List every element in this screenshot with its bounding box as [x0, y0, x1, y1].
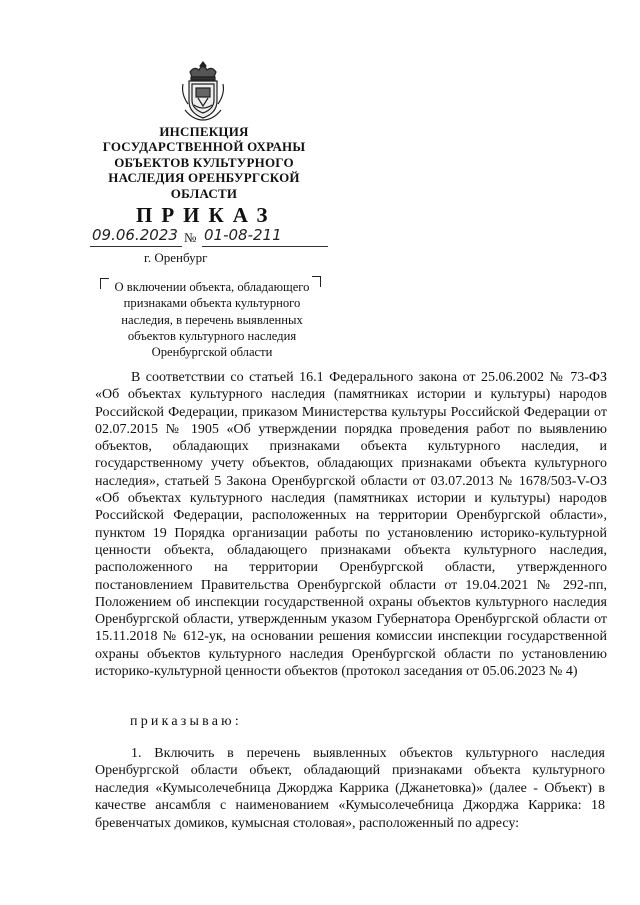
subject-line: наследия, в перечень выявленных [121, 312, 303, 327]
coat-of-arms-emblem-icon [180, 60, 226, 122]
org-line: ГОСУДАРСТВЕННОЙ ОХРАНЫ [102, 139, 306, 155]
subject-line: объектов культурного наследия [127, 328, 297, 343]
subject-line: признаками объекта культурного [123, 296, 301, 311]
number-sign: № [184, 230, 197, 245]
date-underline [90, 246, 182, 247]
preamble-paragraph: В соответствии со статьей 16.1 Федерального закона от 25.06.2002 № 73-ФЗ «Об объектах культурного наследия (памятниках истории и культуры) народов Российской Федерации, приказом Министерства культуры Российской Федерации от 02.07.2015 № 1905 «Об утверждении порядка проведения работ по выявлению объектов, обладающих признаками объекта культурного наследия, и государственному учету объектов, обладающих признаками объекта культурного наследия», статьей 5 Закона Оренбургской области от 03.07.2013 № 1678/503-V-ОЗ «Об объектах культурного наследия (памятниках истории и культуры) народов Российской Федерации, расположенных на территории Оренбургской области», пунктом 19 Порядка организации работы по установлению историко-культурной ценности объекта, обладающего признаками объекта культурного наследия, расположенного на территории Оренбургской области, утвержденного постановлением Правительства Оренбургской области от 19.04.2021 № 292-пп, Положением об инспекции государственной охраны объектов культурного наследия Оренбургской области, утвержденным указом Губернатора Оренбургской области от 15.11.2018 № 612-ук, на основании решения комиссии инспекции государственной охраны объектов культурного наследия Оренбургской области по установлению историко-культурной ценности объектов (протокол заседания от 05.06.2023 № 4) [95, 370, 607, 680]
issuing-organization [92, 124, 316, 201]
issue-city: г. Оренбург [144, 250, 208, 265]
org-line: ИНСПЕКЦИЯ [159, 124, 249, 139]
preamble [95, 369, 607, 680]
subject-line: Оренбургской области [151, 345, 273, 360]
org-line: НАСЛЕДИЯ ОРЕНБУРГСКОЙ [108, 170, 300, 186]
order-item-text: 1. Включить в перечень выявленных объектов культурного наследия Оренбургской области объект, обладающий признаками объекта культурного наследия «Кумысолечебница Джорджа Каррика (Джанетовка)» (далее - Объект) в качестве ансамбля с наименованием «Кумысолечебница Джорджа Каррика: 18 бревенчатых домиков, кумысная столовая», расположенный по адресу: [95, 746, 605, 831]
org-line: ОБЛАСТИ [170, 185, 238, 201]
order-item-1 [95, 745, 605, 832]
handwritten-number: 01-08-211 [204, 226, 282, 244]
handwritten-date: 09.06.2023 [92, 226, 178, 244]
document-type-title: ПРИКАЗ [136, 203, 277, 227]
number-underline [202, 246, 328, 247]
order-word: приказываю: [130, 714, 242, 729]
org-line: ОБЪЕКТОВ КУЛЬТУРНОГО [114, 154, 294, 170]
subject-line: О включении объекта, обладающего [114, 280, 310, 294]
order-subject [96, 279, 328, 360]
